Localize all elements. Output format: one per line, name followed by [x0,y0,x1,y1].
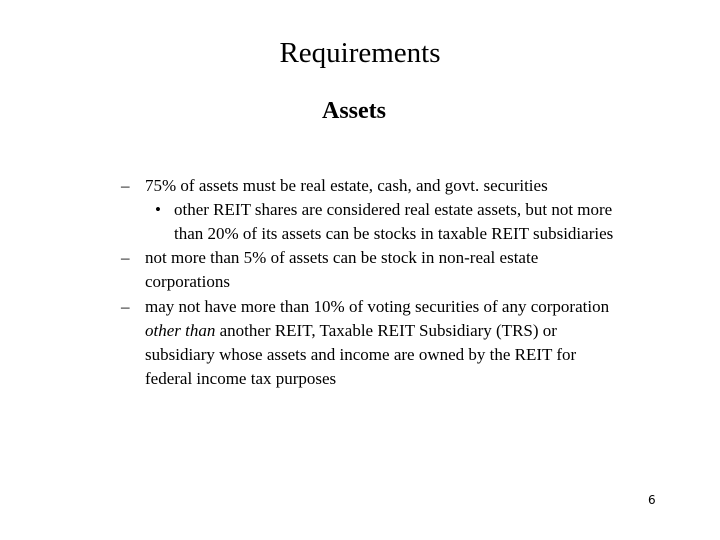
dash-bullet-icon: – [121,297,130,316]
slide-title: Requirements [279,37,441,69]
page-number: 6 [648,493,656,507]
sub-list-item-text: other REIT shares are considered real estate assets, but not more than 20% of its assets can be stocks in taxable REIT subsidiaries [174,200,614,243]
list-item-text: not more than 5% of assets can be stock in non-real estate corporations [145,248,539,291]
list-item-text-before: may not have more than 10% of voting securities of any corporation [145,297,610,316]
list-item-text: 75% of assets must be real estate, cash, and govt. securities [145,176,548,195]
round-bullet-icon: • [155,200,161,219]
list-item-emphasis: other than [145,321,216,340]
dash-bullet-icon: – [121,248,130,267]
slide-content [0,174,720,391]
list-item-voting-securities-10-percent [0,295,615,391]
sub-list-item-other-reit-shares [0,198,629,246]
list-item-text-after: another REIT, Taxable REIT Subsidiary (TRS) or subsidiary whose assets and income are owned by the REIT for federal income tax purposes [145,321,577,388]
dash-bullet-icon: – [121,176,130,195]
slide-subtitle: Assets [322,98,386,124]
list-item-assets-75-percent [0,174,615,198]
list-item-stock-5-percent [0,246,615,294]
